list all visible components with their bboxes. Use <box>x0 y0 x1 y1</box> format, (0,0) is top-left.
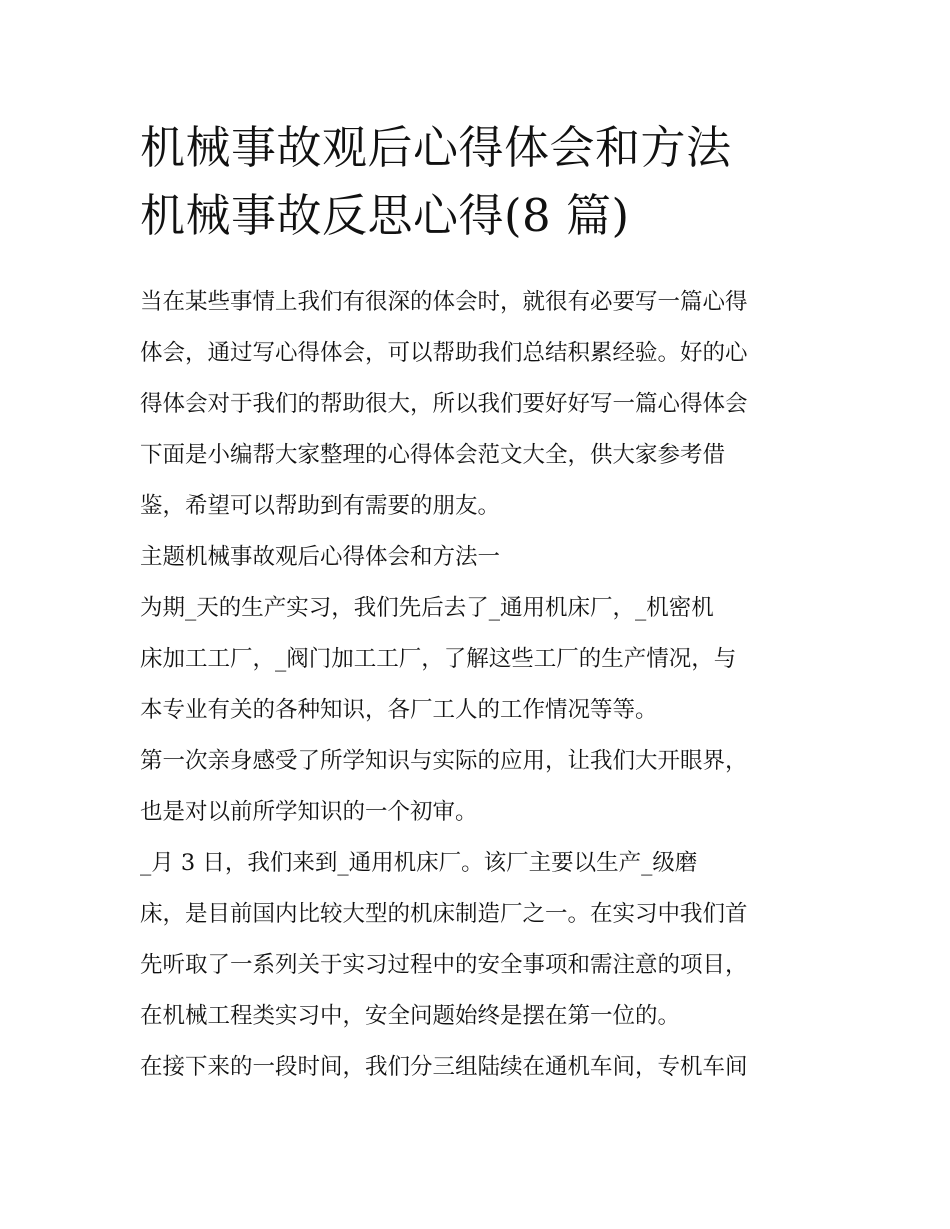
document-body <box>140 280 830 1096</box>
title-line-2: 机械事故反思心得(8 篇) <box>140 189 630 242</box>
text-line: 为期_天的生产实习，我们先后去了_通用机床厂，_机密机 <box>140 595 714 621</box>
text-line: 床加工工厂，_阀门加工工厂，了解这些工厂的生产情况，与 <box>140 646 737 672</box>
text-line: 先听取了一系列关于实习过程中的安全事项和需注意的项目， <box>140 952 748 978</box>
title-line-1: 机械事故观后心得体会和方法 <box>140 121 732 174</box>
text-line: 下面是小编帮大家整理的心得体会范文大全，供大家参考借 <box>140 442 726 468</box>
text-line: 也是对以前所学知识的一个初审。 <box>140 799 478 825</box>
text-line: 第一次亲身感受了所学知识与实际的应用，让我们大开眼界， <box>140 748 748 774</box>
text-line: 在接下来的一段时间，我们分三组陆续在通机车间，专机车间 <box>140 1054 748 1080</box>
text-line: 当在某些事情上我们有很深的体会时，就很有必要写一篇心得 <box>140 289 748 315</box>
text-line: 在机械工程类实习中，安全问题始终是摆在第一位的。 <box>140 1003 681 1029</box>
text-line: 床，是目前国内比较大型的机床制造厂之一。在实习中我们首 <box>140 901 748 927</box>
section-heading: 主题机械事故观后心得体会和方法一 <box>140 544 501 570</box>
text-line: 鉴，希望可以帮助到有需要的朋友。 <box>140 493 501 519</box>
text-line: 本专业有关的各种知识，各厂工人的工作情况等等。 <box>140 697 658 723</box>
text-line: 得体会对于我们的帮助很大，所以我们要好好写一篇心得体会 <box>140 391 748 417</box>
document-title <box>140 114 840 250</box>
text-line: _月 3 日，我们来到_通用机床厂。该厂主要以生产_级磨 <box>140 850 698 876</box>
text-line: 体会，通过写心得体会，可以帮助我们总结积累经验。好的心 <box>140 340 748 366</box>
